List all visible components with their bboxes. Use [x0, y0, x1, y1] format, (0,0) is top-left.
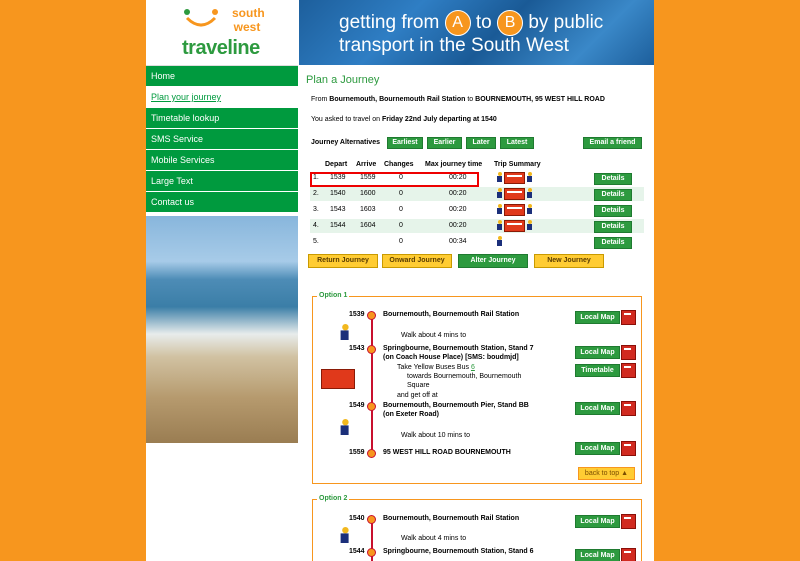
header-banner — [299, 0, 654, 65]
walk-icon — [496, 172, 503, 184]
local-map-button[interactable]: Local Map — [575, 549, 620, 561]
row-depart: 1539 — [330, 174, 346, 181]
stop-dot — [367, 402, 376, 411]
beach-image — [146, 216, 298, 443]
local-map-button[interactable]: Local Map — [575, 402, 620, 415]
bus-towards: towards Bournemouth, Bournemouth — [407, 373, 522, 380]
row-num: 1. — [313, 174, 319, 181]
logo-south-west: south west — [232, 6, 265, 34]
col-arrive: Arrive — [356, 161, 377, 168]
to-label: to — [467, 96, 474, 103]
onward-journey-button[interactable]: Onward Journey — [382, 254, 452, 268]
bus-getoff: and get off at — [397, 392, 438, 399]
details-button[interactable]: Details — [594, 189, 632, 201]
row-changes: 0 — [399, 174, 403, 181]
bus-icon — [504, 188, 525, 202]
banner-to: to — [475, 12, 492, 34]
row-time: 00:20 — [449, 206, 467, 213]
row-changes: 0 — [399, 206, 403, 213]
pdf-icon[interactable] — [621, 441, 636, 456]
pdf-icon[interactable] — [621, 514, 636, 529]
earlier-button[interactable]: Earlier — [427, 137, 462, 149]
alternatives-label: Journey Alternatives — [311, 139, 380, 146]
latest-button[interactable]: Latest — [500, 137, 534, 149]
stop-2-time: 1543 — [349, 345, 365, 352]
row-arrive: 1600 — [360, 190, 376, 197]
stop-2-name-2: (on Coach House Place) [SMS: boudmjd] — [383, 354, 519, 361]
option-2-title: Option 2 — [319, 495, 348, 502]
details-button[interactable]: Details — [594, 221, 632, 233]
bus-icon — [504, 220, 525, 234]
row-num: 4. — [313, 222, 319, 229]
local-map-button[interactable]: Local Map — [575, 311, 620, 324]
walk-instruction: Walk about 4 mins to — [401, 332, 467, 339]
row-changes: 0 — [399, 190, 403, 197]
bus-number-link[interactable]: 6 — [470, 364, 475, 371]
bus-icon — [504, 204, 525, 218]
row-depart: 1543 — [330, 206, 346, 213]
page-title: Plan a Journey — [306, 74, 380, 86]
ask-prefix: You asked to travel on — [311, 116, 381, 123]
from-value: Bournemouth, Bournemouth Rail Station — [329, 96, 466, 103]
walk-instruction: Walk about 10 mins to — [401, 432, 470, 439]
banner-line-2: transport in the South West — [339, 35, 569, 56]
email-friend-button[interactable]: Email a friend — [583, 137, 642, 149]
sidebar-item-timetable[interactable]: Timetable lookup — [146, 108, 298, 129]
sidebar-item-mobile[interactable]: Mobile Services — [146, 150, 298, 171]
details-button[interactable]: Details — [594, 173, 632, 185]
sidebar-item-plan-journey[interactable]: Plan your journey — [146, 87, 298, 108]
logo-traveline: traveline — [182, 37, 260, 59]
row-arrive: 1559 — [360, 174, 376, 181]
row-changes: 0 — [399, 238, 403, 245]
row-num: 2. — [313, 190, 319, 197]
stop-3-time: 1549 — [349, 402, 365, 409]
bus-towards-2: Square — [407, 382, 430, 389]
bus-icon — [504, 172, 525, 186]
walk-icon — [526, 204, 533, 216]
stop-1-name: Bournemouth, Bournemouth Rail Station — [383, 311, 520, 318]
later-button[interactable]: Later — [466, 137, 496, 149]
stop-1-time: 1539 — [349, 311, 365, 318]
local-map-button[interactable]: Local Map — [575, 346, 620, 359]
bus-instruction — [397, 364, 475, 371]
pdf-icon[interactable] — [621, 401, 636, 416]
stop-dot — [367, 311, 376, 320]
walk-icon — [496, 220, 503, 232]
row-num: 5. — [313, 238, 319, 245]
walk-icon — [339, 416, 346, 434]
bus-icon — [321, 369, 355, 389]
page — [146, 0, 654, 561]
sidebar-item-contact[interactable]: Contact us — [146, 192, 298, 213]
banner-prefix: getting from — [339, 12, 440, 34]
route-line — [371, 315, 373, 453]
stop-2-name: Springbourne, Bournemouth Station, Stand 6 — [383, 548, 534, 555]
sidebar-nav — [146, 66, 298, 213]
pdf-icon[interactable] — [621, 548, 636, 561]
selected-row-highlight — [310, 172, 479, 187]
new-journey-button[interactable]: New Journey — [534, 254, 604, 268]
row-time: 00:34 — [449, 238, 467, 245]
col-changes: Changes — [384, 161, 414, 168]
banner-suffix: by public — [528, 12, 604, 34]
stop-dot — [367, 449, 376, 458]
stop-3-name-2: (on Exeter Road) — [383, 411, 440, 418]
details-button[interactable]: Details — [594, 205, 632, 217]
stop-4-name: 95 WEST HILL ROAD BOURNEMOUTH — [383, 449, 511, 456]
ask-date: Friday 22nd July departing at 1540 — [381, 116, 497, 123]
pdf-icon[interactable] — [621, 363, 636, 378]
walk-icon — [526, 172, 533, 184]
row-depart: 1540 — [330, 190, 346, 197]
pdf-icon[interactable] — [621, 345, 636, 360]
row-num: 3. — [313, 206, 319, 213]
from-label: From — [311, 96, 328, 103]
walk-icon — [496, 236, 503, 248]
row-changes: 0 — [399, 222, 403, 229]
local-map-button[interactable]: Local Map — [575, 515, 620, 528]
walk-icon — [526, 188, 533, 200]
stop-1-time: 1540 — [349, 515, 365, 522]
walk-icon — [526, 220, 533, 232]
row-time: 00:20 — [449, 190, 467, 197]
banner-b-icon: B — [497, 10, 523, 36]
smile-icon — [183, 8, 219, 28]
col-depart: Depart — [325, 161, 348, 168]
stop-2-name: Springbourne, Bournemouth Station, Stand 7 — [383, 345, 534, 352]
ask-line — [311, 116, 497, 123]
walk-icon — [496, 188, 503, 200]
local-map-button[interactable]: Local Map — [575, 442, 620, 455]
details-button[interactable]: Details — [594, 237, 632, 249]
sidebar-item-large-text[interactable]: Large Text — [146, 171, 298, 192]
stop-dot — [367, 345, 376, 354]
stop-1-name: Bournemouth, Bournemouth Rail Station — [383, 515, 520, 522]
timetable-button[interactable]: Timetable — [575, 364, 620, 377]
sidebar-item-sms[interactable]: SMS Service — [146, 129, 298, 150]
col-trip-summary: Trip Summary — [494, 161, 541, 168]
sidebar-item-home[interactable]: Home — [146, 66, 298, 87]
from-line — [311, 96, 605, 103]
stop-3-name: Bournemouth, Bournemouth Pier, Stand BB — [383, 402, 529, 409]
stop-2-time: 1544 — [349, 548, 365, 555]
option-1-title: Option 1 — [319, 292, 348, 299]
col-max-time: Max journey time — [425, 161, 483, 168]
bus-take: Take Yellow Buses Bus — [397, 364, 469, 371]
row-time: 00:20 — [449, 174, 467, 181]
return-journey-button[interactable]: Return Journey — [308, 254, 378, 268]
row-arrive: 1604 — [360, 222, 376, 229]
to-value: BOURNEMOUTH, 95 WEST HILL ROAD — [475, 96, 605, 103]
walk-icon — [339, 524, 346, 542]
arrow-up-icon: ▲ — [621, 470, 629, 477]
row-depart: 1544 — [330, 222, 346, 229]
row-time: 00:20 — [449, 222, 467, 229]
walk-icon — [496, 204, 503, 216]
banner-line-1 — [339, 10, 603, 36]
stop-dot — [367, 548, 376, 557]
row-arrive: 1603 — [360, 206, 376, 213]
walk-icon — [339, 321, 346, 339]
walk-instruction: Walk about 4 mins to — [401, 535, 467, 542]
earliest-button[interactable]: Earliest — [387, 137, 423, 149]
stop-4-time: 1559 — [349, 449, 365, 456]
traveline-logo[interactable] — [146, 0, 298, 66]
alter-journey-button[interactable]: Alter Journey — [458, 254, 528, 268]
banner-a-icon: A — [445, 10, 471, 36]
back-to-top-label: back to top — [584, 470, 620, 477]
back-to-top-button[interactable] — [578, 467, 635, 480]
pdf-icon[interactable] — [621, 310, 636, 325]
stop-dot — [367, 515, 376, 524]
